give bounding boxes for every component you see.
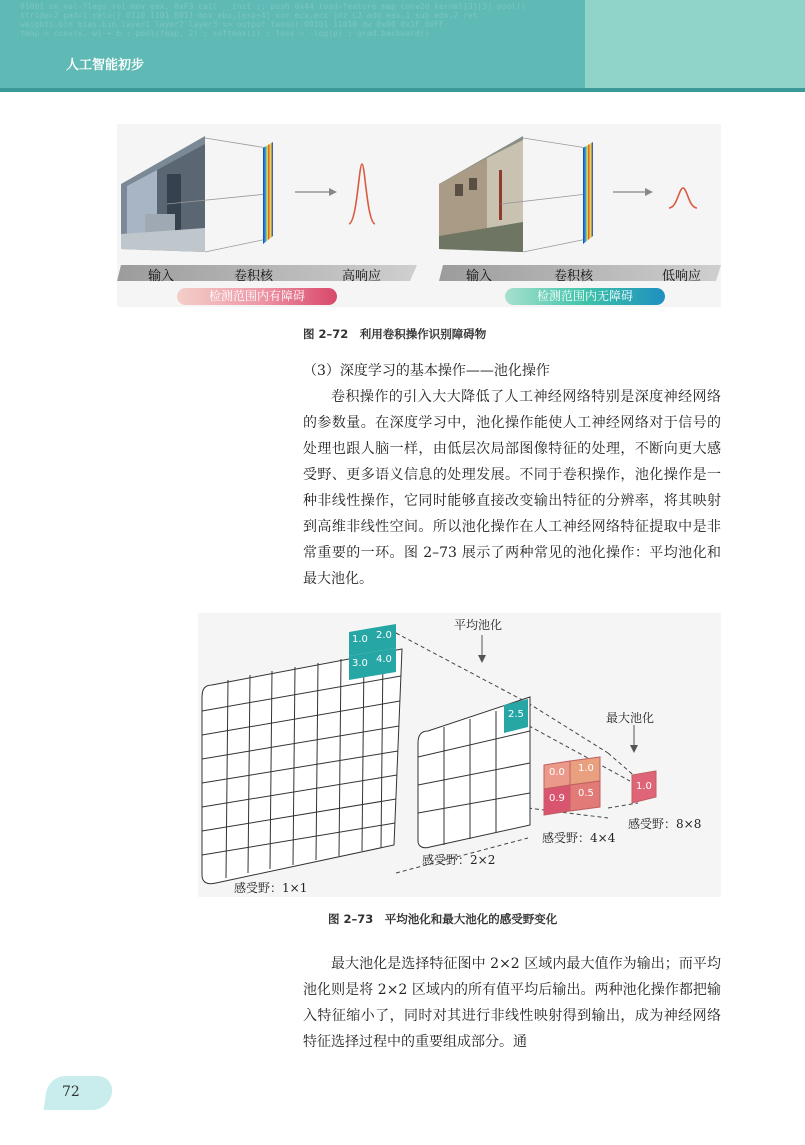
input-grid-8x8	[202, 649, 402, 884]
avg-pooling-label: 平均池化	[454, 618, 503, 632]
header-band	[585, 0, 805, 92]
cell-1-value: 1.0	[352, 634, 368, 645]
cell-3-value: 3.0	[352, 658, 368, 669]
cell-2-value: 2.0	[376, 630, 392, 641]
label-kernel-right: 卷积核	[554, 269, 594, 284]
max-in-4: 0.5	[578, 788, 594, 799]
page-header	[0, 0, 805, 92]
header-decoration: 01001 sk_val-flags rol mov eax, 0xF3 call __init ;; push 0x44 load-feature map conv2d kernel[3][3] pool() stride=2 pad=1 relu() 0110 1101 0011 mov ebx,[esp+4] xor ecx,ecx jnz L2 add eax,1 sub edx,2 ret weights.bin bias.bin layer1 layer2 layer3 => output tensor 00101 11010 dw 0x00 0x1F 0xFF fmap = conv(x, w) + b ; pool(fmap, 2) ; softmax(z) ; loss = -log(p) ; grad.backward()	[20, 2, 526, 38]
max-in-2: 1.0	[578, 763, 594, 774]
section-paragraph-1: 卷积操作的引入大大降低了人工神经网络特别是深度神经网络的参数量。在深度学习中，池化操作能使人工神经网络对于信号的处理也跟人脑一样，由低层次局部图像特征的处理，不断向更大感受野、更多语义信息的处理发展。不同于卷积操作，池化操作是一种非线性操作，它同时能够直接改变输出特征的分辨率，将其映射到高维非线性空间。所以池化操作在人工神经网络特征提取中是非常重要的一环。图 2–73 展示了两种常见的池化操作：平均池化和最大池化。	[303, 389, 721, 587]
figure-2-72	[117, 124, 721, 307]
avg-value: 2.5	[508, 709, 524, 720]
book-title: 人工智能初步	[66, 58, 145, 73]
street-photo-right	[439, 136, 523, 252]
label-high-response: 高响应	[342, 269, 382, 284]
low-response-curve	[669, 188, 697, 208]
page-number: 72	[62, 1084, 80, 1100]
kernel-heatmap-left	[263, 142, 273, 244]
max-in-3: 0.9	[549, 793, 565, 804]
kernel-heatmap-right	[583, 142, 593, 244]
paragraph-2: 最大池化是选择特征图中 2×2 区域内最大值作为输出；而平均池化则是将 2×2 区域内的所有值平均后输出。两种池化操作都把输入特征缩小了，同时对其进行非线性映射得到输出，成为神经网络特征选择过程中的重要组成部分。通	[303, 956, 721, 1050]
rf-4x4-label: 感受野：4×4	[542, 831, 616, 845]
header-bar	[0, 88, 805, 92]
cell-4-value: 4.0	[376, 654, 392, 665]
street-photo-left	[121, 136, 205, 252]
label-kernel-left: 卷积核	[234, 269, 274, 284]
no-obstacle-pill-text: 检测范围内无障碍	[536, 289, 633, 303]
rf-2x2-label: 感受野：2×2	[422, 853, 496, 867]
max-out-value: 1.0	[636, 781, 652, 792]
label-input-right: 输入	[466, 269, 493, 284]
high-response-curve	[349, 164, 375, 224]
figure-2-73-caption: 图 2–73 平均池化和最大池化的感受野变化	[328, 912, 558, 926]
section-heading: （3）深度学习的基本操作——池化操作	[303, 363, 550, 379]
max-pooling-label: 最大池化	[606, 711, 655, 725]
max-in-1: 0.0	[549, 767, 565, 778]
figure-2-72-caption: 图 2–72 利用卷积操作识别障碍物	[303, 327, 487, 341]
figure-2-73	[198, 613, 721, 897]
obstacle-pill-text: 检测范围内有障碍	[208, 289, 305, 303]
rf-8x8-label: 感受野：8×8	[628, 817, 702, 831]
rf-1x1-label: 感受野：1×1	[234, 881, 308, 895]
label-low-response: 低响应	[662, 269, 702, 284]
label-input-left: 输入	[148, 269, 175, 284]
